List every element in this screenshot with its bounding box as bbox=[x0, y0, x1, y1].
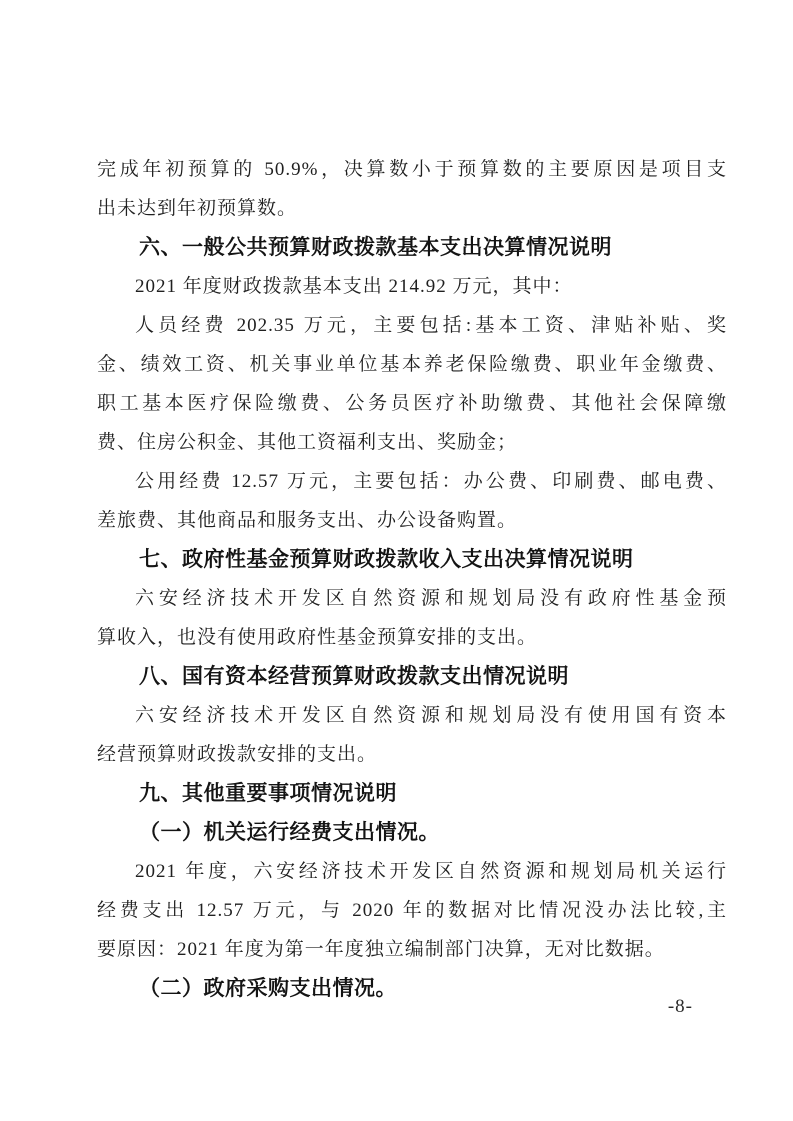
body-line: 经营预算财政拨款安排的支出。 bbox=[97, 744, 378, 765]
body-line: 经费支出 12.57 万元，与 2020 年的数据对比情况没办法比较,主 bbox=[97, 900, 727, 921]
body-line: 六安经济技术开发区自然资源和规划局没有使用国有资本 bbox=[135, 705, 727, 726]
body-line: 2021 年度财政拨款基本支出 214.92 万元，其中： bbox=[135, 276, 573, 297]
body-line: 完成年初预算的 50.9%，决算数小于预算数的主要原因是项目支 bbox=[97, 159, 727, 180]
body-line: 金、绩效工资、机关事业单位基本养老保险缴费、职业年金缴费、 bbox=[97, 354, 727, 375]
body-line: 费、住房公积金、其他工资福利支出、奖励金； bbox=[97, 432, 518, 453]
document-content bbox=[97, 150, 727, 1008]
body-line: 人员经费 202.35 万元，主要包括:基本工资、津贴补贴、奖 bbox=[135, 315, 727, 336]
body-line: 算收入，也没有使用政府性基金预算安排的支出。 bbox=[97, 627, 538, 648]
heading-section-7: 七、政府性基金预算财政拨款收入支出决算情况说明 bbox=[139, 548, 634, 571]
body-line: 要原因：2021 年度为第一年度独立编制部门决算，无对比数据。 bbox=[97, 939, 665, 960]
heading-section-9: 九、其他重要事项情况说明 bbox=[139, 782, 397, 805]
body-line: 2021 年度，六安经济技术开发区自然资源和规划局机关运行 bbox=[135, 861, 727, 882]
heading-section-8: 八、国有资本经营预算财政拨款支出情况说明 bbox=[139, 665, 569, 688]
body-line: 差旅费、其他商品和服务支出、办公设备购置。 bbox=[97, 510, 518, 531]
body-line: 六安经济技术开发区自然资源和规划局没有政府性基金预 bbox=[135, 588, 727, 609]
body-line: 出未达到年初预算数。 bbox=[97, 198, 298, 219]
heading-item-1: （一）机关运行经费支出情况。 bbox=[139, 821, 440, 844]
body-line: 公用经费 12.57 万元，主要包括：办公费、印刷费、邮电费、 bbox=[135, 471, 727, 492]
body-line: 职工基本医疗保险缴费、公务员医疗补助缴费、其他社会保障缴 bbox=[97, 393, 727, 414]
heading-item-2: （二）政府采购支出情况。 bbox=[139, 977, 397, 1000]
page-number: -8- bbox=[667, 996, 693, 1017]
heading-section-6: 六、一般公共预算财政拨款基本支出决算情况说明 bbox=[139, 236, 612, 259]
